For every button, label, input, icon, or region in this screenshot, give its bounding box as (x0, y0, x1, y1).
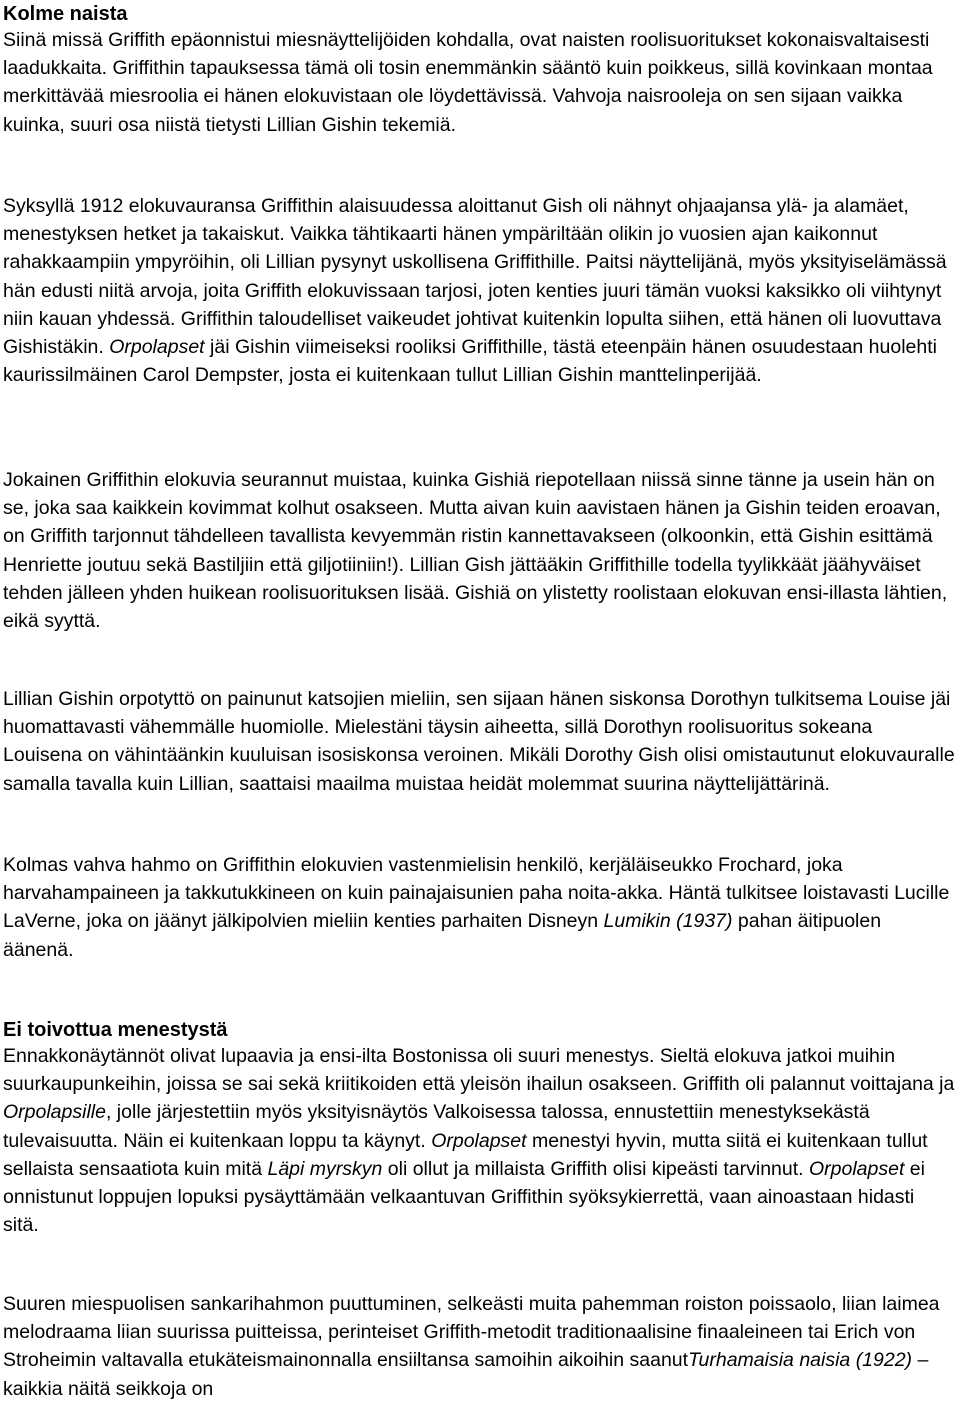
paragraph-text: Suuren miespuolisen sankarihahmon puuttuminen, selkeästi muita pahemman roiston poissaolo, liian laimea melodraama liian suurissa puitteissa, perinteiset Griffith-metodit traditionaalisine finaaleineen tai Erich von Stroheimin valtavalla etukäteismainonnalla ensiiltansa samoihin aikoihin saanut (3, 1293, 940, 1372)
paragraph-text: jäi Gishin viimeiseksi rooliksi Griffithille, tästä eteenpäin hänen osuudestaan huolehti kaurissilmäinen Carol Dempster, josta ei kuitenkaan tullut Lillian Gishin manttelinperijää. (3, 336, 937, 387)
paragraph-text: oli ollut ja millaista Griffith olisi kipeästi tarvinnut. (382, 1157, 809, 1180)
paragraph-text: Siinä missä Griffith epäonnistui miesnäyttelijöiden kohdalla, ovat naisten roolisuoritukset kokonaisvaltaisesti laadukkaita. Griffithin tapauksessa tämä oli tosin enemmänkin sääntö kuin poikkeus, sillä kovinkaan montaa merkittävää miesroolia ei hänen elokuvistaan ole löydettävissä. Vahvoja naisrooleja on sen sijaan vaikka kuinka, suuri osa niistä tietysti Lillian Gishin tekemiä. (3, 29, 933, 136)
paragraph-text: Syksyllä 1912 elokuvauransa Griffithin alaisuudessa aloittanut Gish oli nähnyt ohjaajansa ylä- ja alamäet, menestyksen hetket ja takaiskut. Vaikka tähtikaarti hänen ympäriltään olikin jo vuosien ajan kaikonnut rahakkaampiin ympyröihin, oli Lillian pysynyt uskollisena Griffithille. Paitsi näyttelijänä, myös yksityiselämässä hän edusti niitä arvoja, joita Griffith elokuvissaan tarjosi, joten kenties juuri tämän vuoksi kaksikko oli viihtynyt niin kauan yhdessä. Griffithin taloudelliset vaikeudet johtivat kuitenkin lopulta siihen, että hänen oli luovuttava Gishistäkin. (3, 195, 947, 359)
paragraph-text: , jolle järjestettiin myös yksityisnäytös Valkoisessa talossa, ennustettiin menestyksekästä tulevaisuutta. Näin ei kuitenkaan loppu ta käynyt. (3, 1101, 870, 1152)
paragraph-text: Lillian Gishin orpotyttö on painunut katsojien mieliin, sen sijaan hänen siskonsa Dorothyn tulkitsema Louise jäi huomattavasti vähemmälle huomiolle. Mielestäni täysin aiheetta, sillä Dorothyn roolisuoritus sokeana Louisena on vähintäänkin kuuluisan isosiskonsa veroinen. Mikäli Dorothy Gish olisi omistautunut elokuvauralle samalla tavalla kuin Lillian, saattaisi maailma muistaa heidät molemmat suurina näyttelijättärinä. (3, 688, 955, 795)
film-title: Orpolapset (431, 1129, 527, 1152)
film-title: Orpolapset (109, 336, 205, 359)
paragraph-text: – kaikkia näitä seikkoja on (3, 1349, 929, 1400)
paragraph (3, 1290, 955, 1403)
paragraph-text: Jokainen Griffithin elokuvia seurannut muistaa, kuinka Gishiä riepotellaan niissä sinne tänne ja usein hän on se, joka saa kaikkein kovimmat kolhut osakseen. Mutta aivan kuin aavistaen hänen ja Gishin teiden eroavan, on Griffith tarjonnut tähdelleen tavallista kevyemmän ristin kannettavakseen (olkoonkin, että Gishin esittämä Henriette joutuu sekä Bastiljiin että giljotiiniin!). Lillian Gish jättääkin Griffithille todella tyylikkäät jäähyväiset tehden jälleen yhden huikean roolisuorituksen lisää. Gishiä on ylistetty roolistaan elokuvan ensi-illasta lähtien, eikä syyttä. (3, 469, 948, 633)
paragraph-text: ei onnistunut loppujen lopuksi pysäyttämään velkaantuvan Griffithin syöksykierrettä, vaan ainoastaan hidasti sitä. (3, 1157, 925, 1237)
paragraph (3, 26, 955, 139)
paragraph-text: pahan äitipuolen äänenä. (3, 910, 882, 961)
paragraph (3, 1042, 955, 1239)
section-heading: Kolme naista (3, 3, 128, 25)
film-title: Orpolapset (808, 1157, 905, 1180)
paragraph-text: Kolmas vahva hahmo on Griffithin elokuvien vastenmielisin henkilö, kerjäläiseukko Frochard, joka harvahampaineen ja takkutukkineen on kuin painajaisunien paha noita-akka. Häntä tulkitsee loistavasti Lucille LaVerne, joka on jäänyt jälkipolvien mieliin kenties parhaiten Disneyn (3, 854, 950, 933)
film-title: Orpolapsille (3, 1101, 106, 1124)
paragraph-text: menestyi hyvin, mutta siitä ei kuitenkaan tullut sellaista sensaatiota kuin mitä (3, 1129, 928, 1180)
paragraph (3, 466, 955, 635)
paragraph-text: Ennakkonäytännöt olivat lupaavia ja ensi-ilta Bostonissa oli suuri menestys. Sieltä elokuva jatkoi muihin suurkaupunkeihin, joissa se sai sekä kriitikoiden että yleisön ihailun osakseen. Griffith oli palannut voittajana ja (3, 1045, 955, 1096)
section-heading: Ei toivottua menestystä (3, 1019, 228, 1041)
film-title: Turhamaisia naisia (1922) (688, 1349, 913, 1372)
paragraph (3, 192, 955, 389)
paragraph (3, 685, 955, 798)
film-title: Läpi myrskyn (267, 1157, 383, 1180)
film-title: Lumikin (1937) (603, 910, 733, 933)
paragraph (3, 851, 955, 964)
